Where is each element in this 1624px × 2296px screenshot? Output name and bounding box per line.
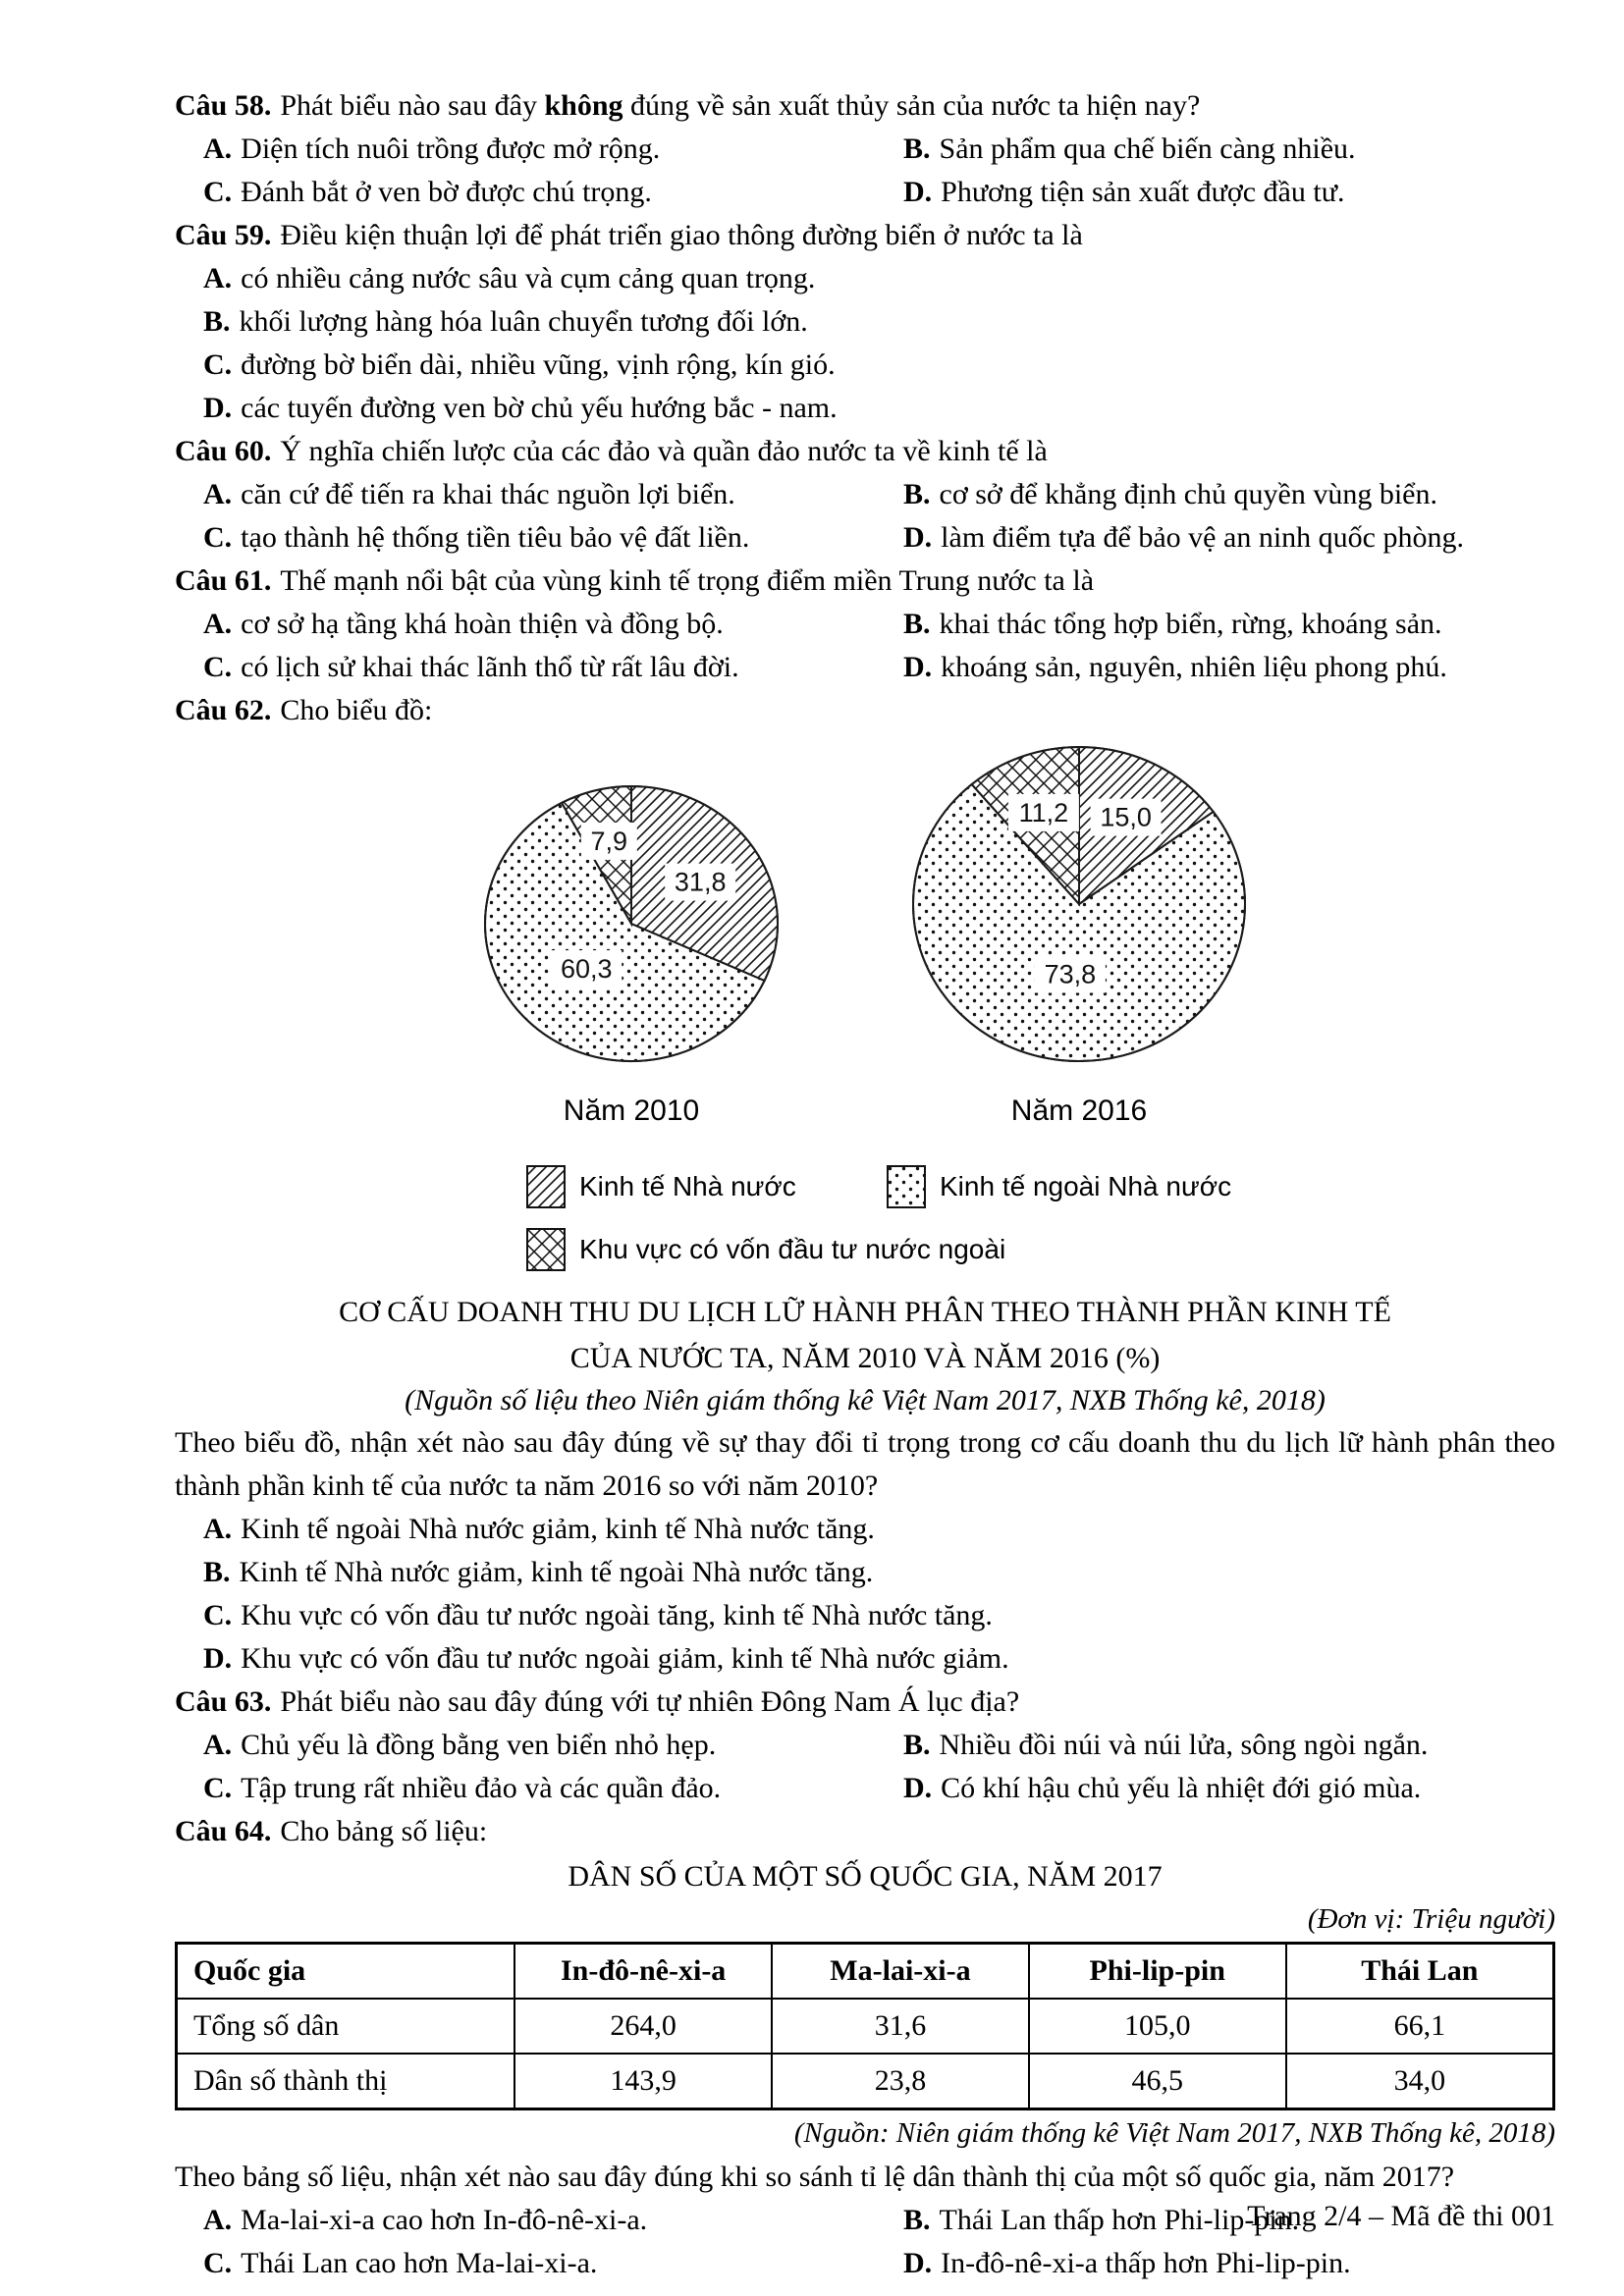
- option-c: C. Tập trung rất nhiều đảo và các quần đảo.: [203, 1772, 722, 1804]
- option-a: A. có nhiều cảng nước sâu và cụm cảng quan trọng.: [203, 262, 816, 294]
- column-header: Phi-lip-pin: [1029, 1944, 1286, 2000]
- option-c: C. Khu vực có vốn đầu tư nước ngoài tăng, kinh tế Nhà nước tăng.: [203, 1599, 993, 1631]
- chart-title-line1: CƠ CẤU DOANH THU DU LỊCH LỮ HÀNH PHÂN THEO THÀNH PHẦN KINH TẾ: [339, 1296, 1391, 1328]
- crosshatch-swatch-icon: [526, 1228, 566, 1271]
- option-d: D. khoáng sản, nguyên, nhiên liệu phong phú.: [903, 651, 1447, 683]
- question-59-text: [175, 214, 1555, 257]
- question-number: Câu 62.: [175, 694, 272, 726]
- question-stem: Cho biểu đồ:: [280, 694, 433, 726]
- option-b: B. Thái Lan thấp hơn Phi-lip-pin.: [903, 2204, 1300, 2236]
- legend-item-state-economy: [526, 1165, 887, 1208]
- question-62-prompt: Theo biểu đồ, nhận xét nào sau đây đúng về sự thay đổi tỉ trọng trong cơ cấu doanh thu du lịch lữ hành phân theo thành phần kinh tế của nước ta năm 2016 so với năm 2010?: [175, 1426, 1555, 1502]
- question-stem: Thế mạnh nổi bật của vùng kinh tế trọng điểm miền Trung nước ta là: [280, 564, 1095, 597]
- options-row: [175, 516, 1555, 560]
- table-unit-note: (Đơn vị: Triệu người): [1307, 1903, 1555, 1935]
- table-cell: 34,0: [1286, 2054, 1554, 2109]
- options-row: [175, 128, 1555, 171]
- table-cell: 31,6: [772, 1999, 1029, 2054]
- pie-chart-2010: [474, 775, 788, 1128]
- option-d: D. In-đô-nê-xi-a thấp hơn Phi-lip-pin.: [903, 2247, 1351, 2279]
- question-61-text: [175, 560, 1555, 603]
- table-cell: 46,5: [1029, 2054, 1286, 2109]
- option-a: A. căn cứ để tiến ra khai thác nguồn lợi biển.: [203, 478, 735, 510]
- pie-svg-2016: [902, 736, 1256, 1072]
- options-row: [175, 603, 1555, 646]
- option-d: D. Có khí hậu chủ yếu là nhiệt đới gió mùa.: [903, 1772, 1422, 1804]
- pie-caption-2010: Năm 2010: [563, 1095, 700, 1127]
- legend-label: Kinh tế ngoài Nhà nước: [940, 1171, 1232, 1201]
- pie-chart-2016: [902, 736, 1256, 1128]
- option-b: B. cơ sở để khẳng định chủ quyền vùng biển.: [903, 478, 1437, 510]
- table-cell: 143,9: [514, 2054, 772, 2109]
- row-header: Tổng số dân: [177, 1999, 515, 2054]
- column-header: Quốc gia: [177, 1944, 515, 2000]
- chart-legend: [526, 1165, 1555, 1271]
- question-63-text: [175, 1681, 1555, 1724]
- legend-row: [526, 1165, 1555, 1208]
- question-stem: đúng về sản xuất thủy sản của nước ta hiện nay?: [623, 89, 1201, 122]
- population-table: [175, 1942, 1555, 2110]
- question-62-text: [175, 689, 1555, 732]
- legend-label: Khu vực có vốn đầu tư nước ngoài: [579, 1234, 1006, 1264]
- pie-value-label: 15,0: [1100, 802, 1152, 832]
- pie-value-label: 73,8: [1044, 959, 1097, 989]
- option-d: D. làm điểm tựa để bảo vệ an ninh quốc phòng.: [903, 521, 1464, 554]
- pie-chart-figure: [175, 736, 1555, 1421]
- table-row: [177, 1999, 1554, 2054]
- question-number: Câu 60.: [175, 435, 272, 467]
- options-row: [175, 171, 1555, 214]
- legend-item-foreign-invested: [526, 1228, 1005, 1271]
- table-source: (Nguồn: Niên giám thống kê Việt Nam 2017, NXB Thống kê, 2018): [793, 2117, 1555, 2149]
- question-number: Câu 59.: [175, 219, 272, 251]
- option-c: C. có lịch sử khai thác lãnh thổ từ rất lâu đời.: [203, 651, 739, 683]
- option-a: A. Diện tích nuôi trồng được mở rộng.: [203, 133, 661, 165]
- pie-svg-2010: [474, 775, 788, 1072]
- question-number: Câu 64.: [175, 1815, 272, 1847]
- question-stem: Phát biểu nào sau đây đúng với tự nhiên Đông Nam Á lục địa?: [280, 1685, 1020, 1718]
- legend-item-non-state-economy: [887, 1165, 1231, 1208]
- column-header: Thái Lan: [1286, 1944, 1554, 2000]
- question-number: Câu 58.: [175, 89, 272, 122]
- option-b: B. Nhiều đồi núi và núi lửa, sông ngòi ngắn.: [903, 1729, 1429, 1761]
- legend-label: Kinh tế Nhà nước: [579, 1171, 796, 1201]
- option-b: B. khai thác tổng hợp biển, rừng, khoáng sản.: [903, 608, 1442, 640]
- question-stem: Ý nghĩa chiến lược của các đảo và quần đảo nước ta về kinh tế là: [280, 435, 1048, 467]
- question-64-prompt: Theo bảng số liệu, nhận xét nào sau đây đúng khi so sánh tỉ lệ dân thành thị của một số quốc gia, năm 2017?: [175, 2161, 1455, 2193]
- option-d: D. các tuyến đường ven bờ chủ yếu hướng bắc - nam.: [203, 392, 838, 424]
- row-header: Dân số thành thị: [177, 2054, 515, 2109]
- option-c: C. tạo thành hệ thống tiền tiêu bảo vệ đất liền.: [203, 521, 750, 554]
- option-a: A. cơ sở hạ tầng khá hoàn thiện và đồng bộ.: [203, 608, 724, 640]
- pie-charts-row: [175, 736, 1555, 1128]
- table-cell: 105,0: [1029, 1999, 1286, 2054]
- options-row: [175, 646, 1555, 689]
- pie-value-label: 11,2: [1018, 797, 1069, 828]
- option-b: B. khối lượng hàng hóa luân chuyển tương đối lớn.: [203, 305, 808, 338]
- question-60-text: [175, 430, 1555, 473]
- question-number: Câu 61.: [175, 564, 272, 597]
- diagonal-hatch-swatch-icon: [526, 1165, 566, 1208]
- question-64-text: [175, 1810, 1555, 1853]
- chart-source: (Nguồn số liệu theo Niên giám thống kê Việt Nam 2017, NXB Thống kê, 2018): [405, 1384, 1326, 1416]
- options-row: [175, 1767, 1555, 1810]
- question-bold-word: không: [544, 89, 623, 122]
- option-c: C. Đánh bắt ở ven bờ được chú trọng.: [203, 176, 652, 208]
- question-58-text: [175, 84, 1555, 128]
- option-a: A. Ma-lai-xi-a cao hơn In-đô-nê-xi-a.: [203, 2204, 648, 2236]
- dots-swatch-icon: [887, 1165, 926, 1208]
- option-c: C. Thái Lan cao hơn Ma-lai-xi-a.: [203, 2247, 598, 2279]
- option-a: A. Chủ yếu là đồng bằng ven biển nhỏ hẹp.: [203, 1729, 717, 1761]
- page-footer: Trang 2/4 – Mã đề thi 001: [1247, 2200, 1555, 2232]
- table-header-row: [177, 1944, 1554, 2000]
- options-row: [175, 1724, 1555, 1767]
- pie-value-label: 7,9: [590, 826, 628, 856]
- option-b: B. Sản phẩm qua chế biến càng nhiều.: [903, 133, 1356, 165]
- question-number: Câu 63.: [175, 1685, 272, 1718]
- options-row: [175, 2242, 1555, 2285]
- option-d: D. Phương tiện sản xuất được đầu tư.: [903, 176, 1345, 208]
- table-cell: 66,1: [1286, 1999, 1554, 2054]
- table-cell: 264,0: [514, 1999, 772, 2054]
- table-row: [177, 2054, 1554, 2109]
- option-a: A. Kinh tế ngoài Nhà nước giảm, kinh tế Nhà nước tăng.: [203, 1513, 875, 1545]
- option-c: C. đường bờ biển dài, nhiều vũng, vịnh rộng, kín gió.: [203, 348, 836, 381]
- column-header: Ma-lai-xi-a: [772, 1944, 1029, 2000]
- question-stem: Cho bảng số liệu:: [280, 1815, 488, 1847]
- column-header: In-đô-nê-xi-a: [514, 1944, 772, 2000]
- pie-caption-2016: Năm 2016: [1010, 1095, 1148, 1127]
- option-b: B. Kinh tế Nhà nước giảm, kinh tế ngoài Nhà nước tăng.: [203, 1556, 874, 1588]
- legend-row: [526, 1228, 1555, 1271]
- table-cell: 23,8: [772, 2054, 1029, 2109]
- question-stem: Phát biểu nào sau đây: [280, 89, 545, 122]
- options-row: [175, 473, 1555, 516]
- chart-title-line2: CỦA NƯỚC TA, NĂM 2010 VÀ NĂM 2016 (%): [569, 1342, 1161, 1374]
- question-stem: Điều kiện thuận lợi để phát triển giao thông đường biển ở nước ta là: [280, 219, 1083, 251]
- pie-value-label: 31,8: [674, 867, 727, 897]
- pie-value-label: 60,3: [561, 954, 613, 985]
- option-d: D. Khu vực có vốn đầu tư nước ngoài giảm, kinh tế Nhà nước giảm.: [203, 1642, 1009, 1675]
- table-title: DÂN SỐ CỦA MỘT SỐ QUỐC GIA, NĂM 2017: [568, 1860, 1163, 1893]
